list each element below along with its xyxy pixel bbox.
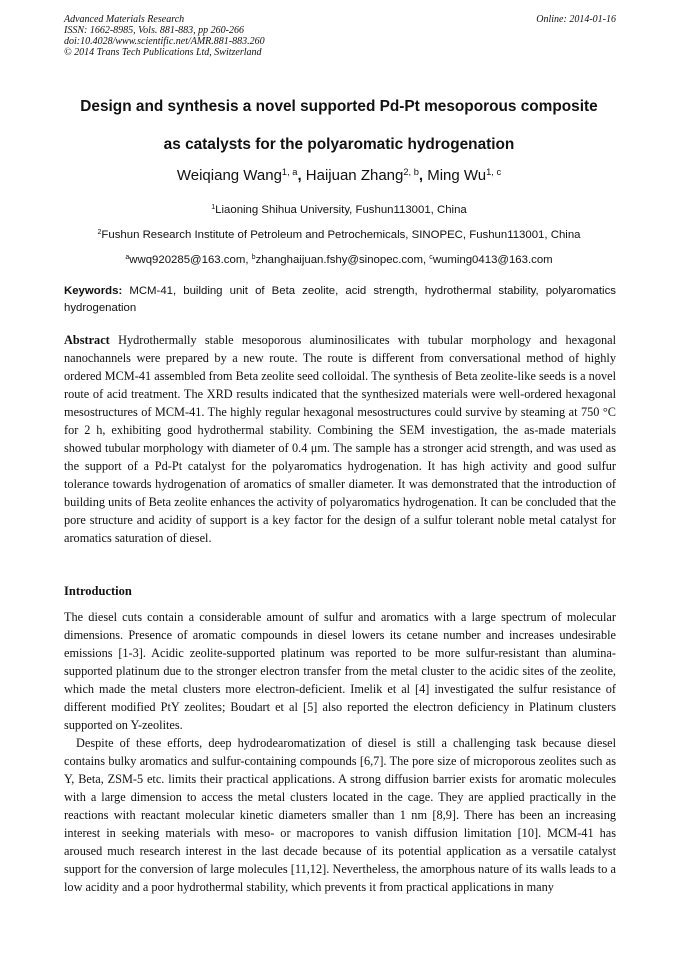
- email-mark: a: [125, 254, 130, 262]
- keywords-label: Keywords:: [64, 285, 123, 297]
- author-separator: ,: [418, 167, 428, 184]
- paper-title: [40, 88, 638, 164]
- affiliation-text: Fushun Research Institute of Petroleum and Petrochemicals, SINOPEC, Fushun113001, China: [101, 229, 581, 241]
- email-address: wwq920285@163.com: [129, 254, 246, 266]
- keywords-text: MCM-41, building unit of Beta zeolite, acid strength, hydrothermal stability, polyaromatics hydrogenation: [64, 285, 616, 314]
- introduction-paragraph-1: The diesel cuts contain a considerable amount of sulfur and aromatics with a large spectrum of molecular dimensions. Presence of aromatic compounds in diesel lowers its cetane number and increases undesirable emissions [1-3]. Acidic zeolite-supported platinum was reported to be more sulfur-resistant than alumina-supported platinum due to the stronger electron transfer from the metal cluster to the acidic sites of the zeolite, which made the metal clusters more electron-deficient. Imelik et al [4] investigated the sulfur resistance of different modified PtY zeolites; Boudart et al [5] also reported the electron deficiency in Platinum clusters supported on Y-zeolites.: [64, 610, 616, 732]
- section-heading-introduction: Introduction: [64, 584, 132, 598]
- affiliation-2: [40, 228, 638, 242]
- title-line-1: Design and synthesis a novel supported Pd-Pt mesoporous composite: [80, 98, 598, 115]
- affiliation-text: Liaoning Shihua University, Fushun113001, China: [215, 204, 467, 216]
- keywords: [64, 283, 616, 317]
- affiliation-mark: 2: [97, 229, 102, 237]
- email-address: wuming0413@163.com: [432, 254, 553, 266]
- affiliation-1: [40, 203, 638, 217]
- affiliation-mark: 1: [211, 204, 216, 212]
- online-date: Online: 2014-01-16: [536, 14, 616, 25]
- abstract-text: Hydrothermally stable mesoporous aluminosilicates with tubular morphology and hexagonal nanochannels were prepared by a new route. The route is different from conversational method of highly ordered MCM-41 assembled from Beta zeolite seed colloidal. The synthesis of Beta zeolite-like seeds is a novel route of acid treatment. The XRD results indicated that the synthesized materials were well-ordered hexagonal mesostructures of MCM-41. The highly regular hexagonal mesostructures could survive by steaming at 750 °C for 2 h, exhibiting good hydrothermal stability. Combining the SEM investigation, the as-made materials showed tubular morphology with diameter of 0.4 μm. The sample has a stronger acid strength, and was used as the support of a Pd-Pt catalyst for the polyaromatics hydrogenation. It has high activity and good sulfur tolerance towards hydrogenation of aromatics of smaller diameter. It was demonstrated that the introduction of building units of Beta zeolite enhances the activity of polyaromatics hydrogenation. It can be concluded that the pore structure and acidity of support is a key factor for the design of a sulfur tolerant noble metal catalyst for aromatics saturation of diesel.: [64, 333, 617, 545]
- author-name: Haijuan Zhang: [305, 167, 404, 184]
- doi-line: doi:10.4028/www.scientific.net/AMR.881-883.260: [64, 36, 265, 47]
- journal-header: [64, 14, 616, 58]
- copyright-line: © 2014 Trans Tech Publications Ltd, Switzerland: [64, 47, 262, 58]
- abstract: [64, 331, 616, 547]
- introduction-body: [64, 608, 616, 896]
- title-line-2: as catalysts for the polyaromatic hydrogenation: [163, 136, 515, 153]
- issn-line: ISSN: 1662-8985, Vols. 881-883, pp 260-266: [64, 25, 244, 36]
- abstract-label: Abstract: [64, 333, 110, 347]
- email-address: zhanghaijuan.fshy@sinopec.com: [255, 254, 423, 266]
- email-separator: ,: [422, 254, 430, 266]
- introduction-paragraph-2: Despite of these efforts, deep hydrodearomatization of diesel is still a challenging task because diesel contains bulky aromatics and sulfur-containing compounds [6,7]. The pore size of microporous zeolites such as Y, Beta, ZSM-5 etc. limits their practical applications. A strong diffusion barrier exists for aromatic molecules with a large dimension to access the metal clusters located in the cage. They are applied practically in the reactions with reactant molecular kinetic diameters smaller than 1 nm [8,9]. There has been an increasing interest in seeking materials with meso- or macropores to vanish diffusion limitation [10]. MCM-41 has aroused much research interest in the last decade because of its potential application as a versatile catalyst support for the conversion of large molecules [11,12]. Nevertheless, the amorphous nature of its walls leads to a low acidity and a poor hydrothermal stability, which prevents it from practical applications in many: [64, 736, 616, 894]
- author-affiliation-mark: 1, c: [486, 166, 502, 177]
- email-mark: b: [251, 254, 256, 262]
- author-affiliation-mark: 1, a: [281, 166, 298, 177]
- email-mark: c: [429, 254, 433, 262]
- author-list: [40, 166, 638, 186]
- author-affiliation-mark: 2, b: [403, 166, 419, 177]
- journal-name: Advanced Materials Research: [64, 14, 185, 25]
- author-name: Ming Wu: [427, 167, 487, 184]
- author-separator: ,: [297, 167, 306, 184]
- email-separator: ,: [245, 254, 252, 266]
- email-line: [40, 253, 638, 267]
- author-name: Weiqiang Wang: [176, 167, 282, 184]
